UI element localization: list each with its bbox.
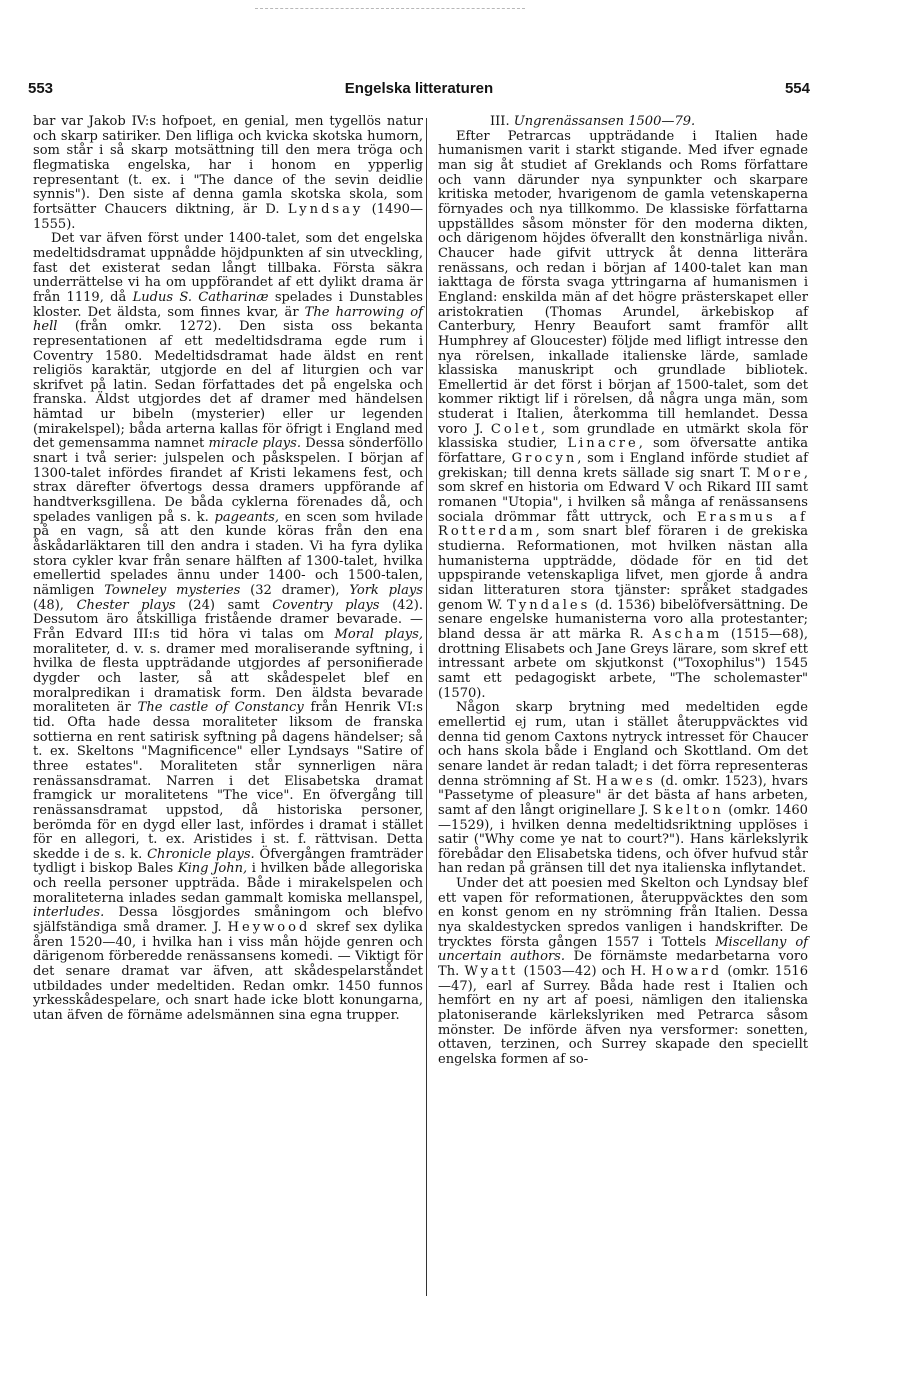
italic-title: The castle of Constancy	[137, 700, 304, 716]
text-run: (24) samt	[175, 597, 273, 613]
spaced-name: Lyndsay	[287, 201, 364, 217]
italic-title: Coventry plays	[272, 597, 380, 613]
italic-title: Moral plays,	[334, 626, 423, 642]
text-run: , som i England införde studiet af grekiskan; till denna krets sällade sig snart T.	[438, 451, 808, 481]
text-run: , som grundlade en utmärkt skola för klassiska studier,	[438, 421, 809, 452]
italic-title: The harrowing of hell	[33, 304, 423, 335]
text-run: (omkr. 1460—1529), i hvilken denna medeltidsriktning upplöses i satir ("Why come ye nat to court?"). Hans kärlekslyrik förebådar den Elisabetska tidens, och öfver hufvud står han redan på gränsen till det nya italienska inflytandet.	[438, 802, 808, 877]
text-run: (d. omkr. 1523), hvars "Passetyme of pleasure" är det bästa af hans arbeten, samt af den långt originellare J.	[438, 773, 808, 818]
spaced-name: Colet	[490, 421, 541, 437]
running-title: Engelska litteraturen	[344, 80, 494, 97]
italic-title: King John,	[177, 861, 248, 877]
text-run: (omkr. 1516—47), earl af Surrey. Båda hade rest i Italien och hemfört en ny art af poesi, nämligen den italienska platoniserande kärlekslyriken med Petrarca såsom mönster. De införde äfven nya versformer: sonetten, ottaven, terzinen, och Surrey skapade den speciellt engelska formen af so-	[438, 964, 808, 1067]
text-run: Efter Petrarcas uppträdande i Italien hade humanismen varit i starkt stigande. Med ifver egnade man sig åt studiet af Greklands och Roms författare och vann därunder nya synpunkter och skarpare kritiska metoder, hvarigenom de gamla vetenskaperna förnyades och nya tillkommo. De klassiske författarna uppställdes såsom mönster för den moderna dikten, och därigenom höjdes öfverallt den konstnärliga nivån. Chaucer hade gifvit uttryck åt denna litterära renässans, och redan i början af 1400-talet kan man iakttaga de första svaga yttringarna af humanismen i England: enskilda män af det högre prästerskapet eller aristokratien (Thomas Arundel, ärkebiskop af Canterbury, Henry Beaufort samt framför allt Humphrey af Gloucester) följde med lifligt intresse den nya rörelsen, inkallade italienske lärde, samlade klassiska manuskript och grundlade bibliotek. Emellertid är det först i början af 1500-talet, som det kommer riktigt lif i rörelsen, då några unga män, som studerat i Italien, återkomma till hemlandet. Dessa voro J.	[438, 128, 808, 437]
page-number-right: 554	[784, 80, 810, 97]
text-run: en scen som hvilade på en vagn, så att den kunde köras från den ena åskådarläktaren till den andra i staden. Vi ha fyra dylika stora cykler kvar från senare hälften af 1300-talet, hvilka emellertid spelades ännu under 1400- och 1500-talen, nämligen	[33, 509, 424, 598]
spaced-name: Linacre	[567, 436, 639, 452]
text-run: (48),	[33, 597, 77, 613]
column-divider	[426, 118, 427, 1296]
paragraph	[438, 701, 808, 877]
text-run: De förnämste medarbetarna voro Th.	[438, 949, 808, 980]
text-run: , som skref en historia om Edward V och Rikard III samt romanen "Utopia", i hvilken så många af renässansens sociala drömmar fått uttryck, och	[438, 465, 808, 525]
spaced-name: Wyatt	[464, 964, 519, 980]
spaced-name: Skelton	[652, 802, 724, 818]
text-run: bar var Jakob IV:s hofpoet, en genial, men tygellös natur och skarp satiriker. Den lifliga och kvicka skotska humorn, som står i så skarp motsättning till den mera tröga och flegmatiska engelska, har i honom en ypperlig representant (t. ex. i "The dance of the sevin deidlie synnis"). Den siste af denna gamla skotska skola, som fortsätter Chaucers diktning, är D.	[33, 114, 423, 217]
paragraph	[33, 232, 423, 1023]
text-run: (1515—68), drottning Elisabets och Jane Greys lärare, som skref ett intressant arbete om skjutkonst ("Toxophilus") 1545 samt ett pedagogiskt arbete, "The scholemaster" (1570).	[438, 626, 808, 701]
text-run: (1490—1555).	[33, 201, 423, 232]
section-number: III.	[490, 114, 510, 129]
text-run: (32 dramer),	[240, 583, 350, 598]
spaced-name: Howard	[651, 964, 723, 980]
paragraph	[438, 877, 808, 1068]
italic-title: Towneley mysteries	[104, 583, 241, 598]
text-run: (42). Dessutom äro åtskilliga fristående dramer bevarade. — Från Edvard III:s tid höra vi talas om	[33, 597, 424, 642]
italic-title: Chester plays	[76, 597, 176, 613]
paragraph	[438, 130, 808, 702]
italic-title: pageants,	[214, 509, 279, 525]
text-run: Dessa sönderföllo snart i två serier: julspelen och påskspelen. I början af 1300-talet infördes firandet af Kristi lekamens fest, och strax därefter öfvertogs dessa dramers uppförande af handtverksgillena. De båda cyklerna förenades då, och spelades vanligen på s. k.	[33, 436, 423, 525]
paragraph	[33, 115, 423, 232]
text-run: Dessa lösgjordes småningom och blefvo själfständiga små dramer. J.	[33, 905, 423, 936]
spaced-name: Tyndales	[507, 597, 591, 613]
italic-title: interludes.	[33, 905, 105, 921]
text-run: Öfvergången framträder tydligt i biskop Bales	[33, 846, 423, 877]
text-run: skref sex dylika åren 1520—40, i hvilka han i viss mån höjde genren och därigenom förberedde renässansens komedi. — Viktigt för det senare dramat var äfven, att skådespelarståndet utbildades under medeltiden. Redan omkr. 1450 funnos yrkesskådespelare, och snart hade icke blott konungarna, utan äfven de förnäme adelsmännen sina egna trupper.	[33, 920, 423, 1024]
text-run: (d. 1536) bibelöfversättning. De senare engelske humanisterna voro alla protestanter; bland dessa är att märka R.	[438, 597, 808, 642]
page-number-left: 553	[28, 80, 54, 97]
text-run: Det var äfven först under 1400-talet, som det engelska medeltidsdramat uppnådde höjdpunkten af sin utveckling, fast det existerat sedan långt tillbaka. Första säkra underrättelse vi ha om uppförandet af ett dylikt drama är från 1119, då	[33, 231, 423, 305]
text-run: moraliteter, d. v. s. dramer med moraliserande syftning, i hvilka de flesta uppträdande utgjordes af personifierade dygder och laster, så att skådespelet blef en moralpredikan i dramatisk form. Den äldsta bevarade moraliteten är	[33, 641, 423, 716]
italic-title: Miscellany of uncertain authors.	[438, 934, 809, 965]
text-run: (1503—42) och H.	[518, 964, 652, 980]
text-run: Under det att poesien med Skelton och Lyndsay blef ett vapen för reformationen, återuppväcktes den som en konst genom en ny strömning från Italien. Dessa nya skaldestycken spredos vanligen i handskrifter. De trycktes första gången 1557 i Tottels	[438, 876, 808, 950]
text-run: , som snart blef föraren i de grekiska studierna. Reformationen, mot hvilken nästan alla humanisterna uppträdde, dödade för en tid det uppspirande vetenskapliga lifvet, men gjorde å andra sidan litteraturen stora tjänster: språket stadgades genom W.	[438, 524, 808, 613]
spaced-name: Ascham	[652, 626, 723, 642]
spaced-name: Erasmus af Rotterdam	[438, 509, 808, 540]
text-run: , som öfversatte antika författare,	[438, 436, 808, 467]
spaced-name: More	[756, 465, 804, 481]
italic-title: miracle plays.	[208, 436, 302, 452]
text-run: spelades i Dunstables kloster. Det äldsta, som finnes kvar, är	[33, 289, 423, 320]
section-heading	[490, 115, 808, 130]
section-title: Ungrenässansen 1500—79.	[513, 114, 696, 129]
spaced-name: Hawes	[595, 773, 656, 789]
text-run: i hvilken både allegoriska och reella personer uppträda. Både i mirakelspelen och moraliteterna inlades sedan gammalt komiska mellanspel,	[33, 861, 423, 906]
text-run: från Henrik VI:s tid. Ofta hade dessa moraliteter liksom de franska sottierna en rent satirisk syftning på dagens händelser; så t. ex. Skeltons "Magnificence" eller Lyndsays "Satire of three estates". Moraliteten står synnerligen nära renässansdramat. Narren i det Elisabetska dramat framgick ur moralitetens "The vice". En öfvergång till renässansdramat uppstod, då historiska personer, berömda för en dygd eller last, infördes i dramat i stället för en allegori, t. ex. Aristides i st. f. rättvisan. Detta skedde i de s. k.	[33, 700, 423, 862]
right-column	[438, 115, 808, 1068]
text-run: (från omkr. 1272). Den sista oss bekanta representationen af ett medeltidsdrama egde rum i Coventry 1580. Medeltidsdramat hade äldst en rent religiös karaktär, utgjorde en del af liturgien och var skrifvet på latin. Sedan författades det på engelska och franska. Äldst utgjordes det af dramer med händelsen hämtad ur bibeln (mysterier) eller ur legenden (mirakelspel); båda arterna kallas för öfrigt i England med det gemensamma namnet	[33, 319, 423, 452]
page-header	[28, 80, 810, 102]
spaced-name: Heywood	[227, 920, 311, 936]
italic-title: Chronicle plays.	[147, 846, 255, 862]
top-edge-rule	[255, 8, 525, 9]
text-run: Någon skarp brytning med medeltiden egde emellertid ej rum, utan i stället återuppväcktes vid denna tid genom Caxtons nytryck intresset för Chaucer och hans skola både i England och Skottland. Om det senare landet är redan taladt; i det förra representeras denna strömning af St.	[438, 700, 808, 789]
italic-title: Ludus S. Catharinæ	[132, 289, 269, 305]
spaced-name: Grocyn	[511, 451, 578, 467]
italic-title: York plays	[349, 583, 424, 598]
left-column	[33, 115, 423, 1024]
